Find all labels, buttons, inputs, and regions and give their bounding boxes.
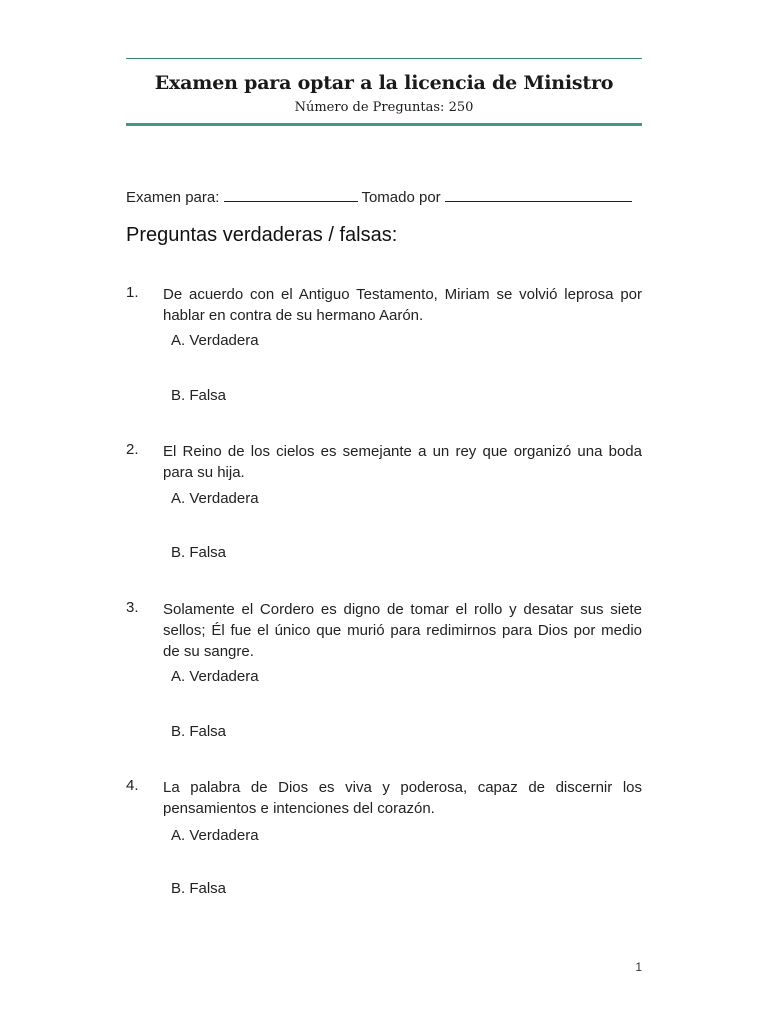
document-subtitle: Número de Preguntas: 250: [294, 100, 474, 115]
section-heading: Preguntas verdaderas / falsas:: [126, 224, 398, 246]
taken-by-label: Tomado por: [361, 189, 441, 206]
question-text: Solamente el Cordero es digno de tomar el rollo y desatar sus siete sellos; Él fue el único que murió para redimirnos para Dios por medio de su sangre.: [163, 601, 642, 660]
header-top-rule: [126, 58, 642, 59]
question-number: 1.: [126, 284, 139, 301]
answer-option-b[interactable]: B. Falsa: [171, 544, 227, 561]
exam-info-line: [126, 186, 632, 206]
answer-option-a[interactable]: A. Verdadera: [171, 332, 259, 349]
question-item: [126, 599, 642, 663]
question-number: 2.: [126, 441, 139, 458]
question-item: [126, 441, 642, 485]
answer-option-b[interactable]: B. Falsa: [171, 880, 227, 897]
answer-option-a[interactable]: A. Verdadera: [171, 668, 259, 685]
question-text: De acuerdo con el Antiguo Testamento, Miriam se volvió leprosa por hablar en contra de su hermano Aarón.: [163, 286, 642, 324]
page-number: 1: [635, 960, 642, 974]
document-title: Examen para optar a la licencia de Ministro: [154, 72, 614, 94]
question-item: [126, 777, 642, 821]
question-text: El Reino de los cielos es semejante a un rey que organizó una boda para su hija.: [163, 443, 642, 481]
header-bottom-rule: [126, 123, 642, 126]
exam-for-label: Examen para:: [126, 189, 220, 206]
exam-for-blank[interactable]: [224, 186, 358, 202]
answer-option-a[interactable]: A. Verdadera: [171, 490, 259, 507]
question-number: 3.: [126, 599, 139, 616]
question-item: [126, 284, 642, 328]
question-number: 4.: [126, 777, 139, 794]
answer-option-b[interactable]: B. Falsa: [171, 387, 227, 404]
answer-option-a[interactable]: A. Verdadera: [171, 827, 259, 844]
document-page: [126, 0, 642, 1024]
taken-by-blank[interactable]: [445, 186, 632, 202]
question-text: La palabra de Dios es viva y poderosa, capaz de discernir los pensamientos e intenciones del corazón.: [163, 779, 642, 817]
answer-option-b[interactable]: B. Falsa: [171, 723, 227, 740]
